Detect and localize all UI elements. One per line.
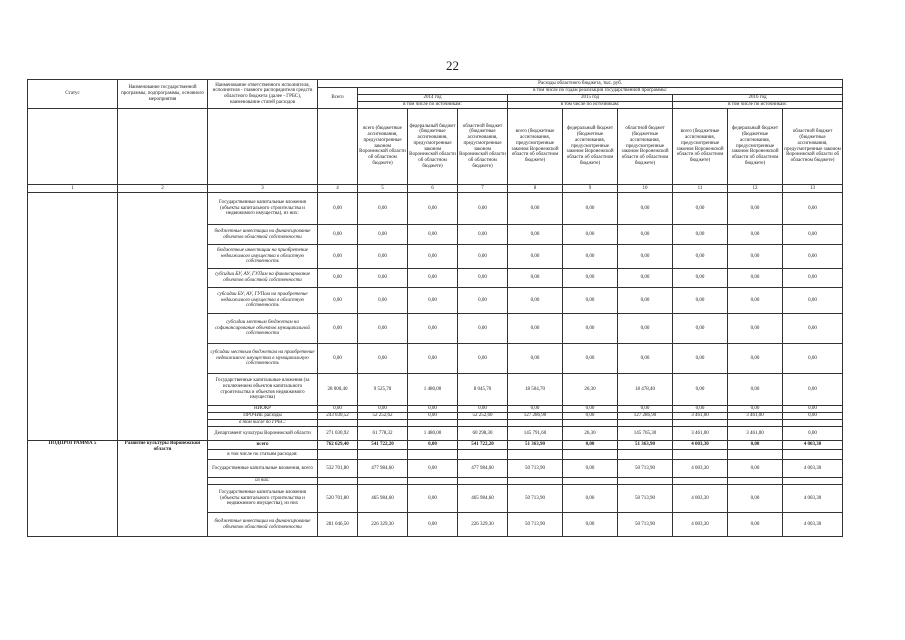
header-blank-2 xyxy=(118,109,208,185)
header-sources-2014: в том числе по источникам: xyxy=(358,102,508,109)
header-year-2016: 2016 год xyxy=(673,95,843,102)
value-cell: 477 984,60 xyxy=(358,460,408,478)
value-cell: 0,00 xyxy=(408,485,458,513)
value-cell: 0,00 xyxy=(408,225,458,245)
value-cell: 4 003,30 xyxy=(673,513,728,537)
value-cell: 0,00 xyxy=(728,288,783,314)
row-label: субсидии местным бюджетам на приобретение недвижимого имущества в муниципальную собственность xyxy=(208,344,318,374)
value-cell: 50 713,90 xyxy=(508,485,563,513)
row-label: в том числе по статьям расходов: xyxy=(208,450,318,460)
value-cell: 465 984,60 xyxy=(358,485,408,513)
value-cell: 0,00 xyxy=(358,314,408,344)
value-cell: 0,00 xyxy=(783,193,843,225)
header-executor: Наименование ответственного исполнителя, исполнителя - главного распорядителя средств областного бюджета (далее - ГРБС), наименование статей расходов xyxy=(208,80,318,109)
table-row xyxy=(28,193,843,225)
value-cell: 0,00 xyxy=(563,225,618,245)
value-cell: 0,00 xyxy=(618,245,673,269)
value-cell: 0,00 xyxy=(508,225,563,245)
value-cell: 0,00 xyxy=(783,344,843,374)
column-number: 13 xyxy=(783,185,843,193)
value-cell: 0,00 xyxy=(728,193,783,225)
header-expenses: Расходы областного бюджета, тыс. руб. xyxy=(318,80,843,88)
value-cell: 226 329,30 xyxy=(458,513,508,537)
value-cell: 0,00 xyxy=(318,245,358,269)
value-cell xyxy=(783,420,843,427)
header-sources-2016: в том числе по источникам: xyxy=(673,102,843,109)
row-label: Департамент культуры Воронежской области xyxy=(208,427,318,441)
value-cell: 8 045,70 xyxy=(458,374,508,406)
value-cell: 0,00 xyxy=(618,314,673,344)
value-cell: 0,00 xyxy=(728,406,783,413)
value-cell: 0,00 xyxy=(563,245,618,269)
value-cell: 0,00 xyxy=(673,406,728,413)
value-cell: 0,00 xyxy=(783,288,843,314)
value-cell: 50 713,90 xyxy=(618,460,673,478)
value-cell: 465 984,60 xyxy=(458,485,508,513)
value-cell: 0,00 xyxy=(673,225,728,245)
value-cell: 0,00 xyxy=(728,269,783,288)
value-cell: 0,00 xyxy=(783,406,843,413)
value-cell: 0,00 xyxy=(508,269,563,288)
value-cell xyxy=(673,450,728,460)
value-cell xyxy=(618,420,673,427)
column-number: 12 xyxy=(728,185,783,193)
header-col-total: всего (бюджетные ассигнования, предусмотренные законом Воронежской области об областном бюджете) xyxy=(508,109,563,185)
value-cell: 0,00 xyxy=(563,513,618,537)
value-cell xyxy=(728,450,783,460)
value-cell: 4 003,30 xyxy=(673,460,728,478)
value-cell: 26,30 xyxy=(563,374,618,406)
value-cell: 0,00 xyxy=(408,314,458,344)
value-cell: 9 525,70 xyxy=(358,374,408,406)
value-cell: 271 030,92 xyxy=(318,427,358,441)
value-cell xyxy=(783,450,843,460)
value-cell: 0,00 xyxy=(508,288,563,314)
value-cell: 0,00 xyxy=(508,406,563,413)
row-label: Государственные капитальные вложения (объекты капитального строительства и недвижимого имущества), из них xyxy=(208,485,318,513)
value-cell: 0,00 xyxy=(408,288,458,314)
value-cell: 127 286,90 xyxy=(508,413,563,420)
value-cell: 0,00 xyxy=(783,314,843,344)
value-cell: 0,00 xyxy=(358,269,408,288)
value-cell: 520 701,80 xyxy=(318,485,358,513)
header-col-federal: федеральный бюджет (бюджетные ассигнования, предусмотренные законом Воронежской области об областном бюджете) xyxy=(408,109,458,185)
value-cell: 541 722,20 xyxy=(458,441,508,450)
value-cell: 127 286,90 xyxy=(618,413,673,420)
row-label: бюджетные инвестиции на приобретение недвижимого имущества в областную собственность xyxy=(208,245,318,269)
value-cell: 0,00 xyxy=(408,441,458,450)
value-cell xyxy=(563,420,618,427)
value-cell: 0,00 xyxy=(458,314,508,344)
value-cell: 0,00 xyxy=(728,485,783,513)
value-cell: 0,00 xyxy=(618,344,673,374)
value-cell: 1 480,00 xyxy=(408,427,458,441)
row-label: ПРОЧИЕ расходы xyxy=(208,413,318,420)
value-cell: 0,00 xyxy=(458,225,508,245)
value-cell: 0,00 xyxy=(783,245,843,269)
table-body xyxy=(28,80,843,537)
value-cell: 1 480,00 xyxy=(408,374,458,406)
value-cell: 0,00 xyxy=(563,485,618,513)
value-cell: 0,00 xyxy=(318,288,358,314)
value-cell: 61 778,32 xyxy=(358,427,408,441)
value-cell: 0,00 xyxy=(408,245,458,269)
value-cell: 4 003,30 xyxy=(783,513,843,537)
value-cell: 0,00 xyxy=(728,245,783,269)
value-cell xyxy=(618,478,673,485)
value-cell: 0,00 xyxy=(358,406,408,413)
value-cell xyxy=(408,478,458,485)
value-cell: 0,00 xyxy=(618,269,673,288)
column-number: 11 xyxy=(673,185,728,193)
value-cell: 28 000,40 xyxy=(318,374,358,406)
row-label: Государственные капитальные вложения (объекты капитального строительства и недвижимого имущества), из них: xyxy=(208,193,318,225)
row-label: Государственные капитальные вложения (за исключением объектов капитального строительства и объектов недвижимого имущества) xyxy=(208,374,318,406)
value-cell: 18 478,40 xyxy=(618,374,673,406)
header-blank-3 xyxy=(208,109,318,185)
value-cell: 0,00 xyxy=(318,269,358,288)
value-cell: 145 765,30 xyxy=(618,427,673,441)
header-col-regional: областной бюджет (бюджетные ассигнования, предусмотренные законом Воронежской области об областном бюджете) xyxy=(783,109,843,185)
value-cell xyxy=(508,450,563,460)
subprogram-name: Развитие культуры Воронежской области xyxy=(118,441,208,537)
value-cell: 0,00 xyxy=(673,288,728,314)
value-cell xyxy=(673,478,728,485)
value-cell xyxy=(618,450,673,460)
value-cell: 52 252,62 xyxy=(358,413,408,420)
value-cell: 60 298,30 xyxy=(458,427,508,441)
header-col-regional: областной бюджет (бюджетные ассигнования, предусмотренные законом Воронежской области об областном бюджете) xyxy=(458,109,508,185)
value-cell: 145 791,60 xyxy=(508,427,563,441)
header-col-federal: федеральный бюджет (бюджетные ассигнования, предусмотренные законом Воронежской области об областном бюджете) xyxy=(728,109,783,185)
value-cell: 0,00 xyxy=(408,193,458,225)
value-cell: 0,00 xyxy=(728,225,783,245)
value-cell: 0,00 xyxy=(783,225,843,245)
value-cell xyxy=(563,450,618,460)
header-status: Статус xyxy=(28,80,118,109)
value-cell: 51 363,90 xyxy=(618,441,673,450)
column-number: 10 xyxy=(618,185,673,193)
header-total: Всего xyxy=(318,88,358,109)
value-cell xyxy=(728,478,783,485)
value-cell: 3 461,00 xyxy=(673,427,728,441)
value-cell xyxy=(673,420,728,427)
column-number: 6 xyxy=(408,185,458,193)
header-blank-1 xyxy=(28,109,118,185)
value-cell: 0,00 xyxy=(783,427,843,441)
value-cell: 3 461,00 xyxy=(673,413,728,420)
row-label: Государственные капитальные вложения, всего xyxy=(208,460,318,478)
value-cell: 3 461,00 xyxy=(728,427,783,441)
program-cell xyxy=(118,193,208,441)
value-cell: 0,00 xyxy=(408,460,458,478)
value-cell: 0,00 xyxy=(508,245,563,269)
value-cell: 541 722,20 xyxy=(358,441,408,450)
table-row xyxy=(28,441,843,450)
value-cell xyxy=(458,478,508,485)
value-cell xyxy=(458,450,508,460)
value-cell: 50 713,90 xyxy=(508,460,563,478)
value-cell xyxy=(358,478,408,485)
value-cell: 0,00 xyxy=(673,269,728,288)
value-cell: 0,00 xyxy=(563,406,618,413)
value-cell: 3 461,00 xyxy=(728,413,783,420)
value-cell: 0,00 xyxy=(563,314,618,344)
value-cell: 0,00 xyxy=(458,406,508,413)
subprogram-status: ПОДПРОГРАММА 5 xyxy=(28,441,118,537)
value-cell: 243 030,52 xyxy=(318,413,358,420)
value-cell: 26,30 xyxy=(563,427,618,441)
value-cell: 0,00 xyxy=(508,344,563,374)
value-cell xyxy=(358,420,408,427)
page-number: 22 xyxy=(446,58,459,73)
value-cell: 0,00 xyxy=(563,344,618,374)
value-cell: 0,00 xyxy=(458,344,508,374)
column-number: 7 xyxy=(458,185,508,193)
value-cell: 0,00 xyxy=(318,225,358,245)
column-number-row xyxy=(28,185,843,193)
header-program: Наименование государственной программы, подпрограммы, основного мероприятия xyxy=(118,80,208,109)
value-cell: 0,00 xyxy=(358,288,408,314)
row-label: из них: xyxy=(208,478,318,485)
value-cell xyxy=(563,478,618,485)
header-col-regional: областной бюджет (бюджетные ассигнования, предусмотренные законом Воронежской области об областном бюджете) xyxy=(618,109,673,185)
value-cell: 4 003,30 xyxy=(673,441,728,450)
row-label: НИОКР xyxy=(208,406,318,413)
row-label: всего xyxy=(208,441,318,450)
value-cell: 50 713,90 xyxy=(618,513,673,537)
value-cell: 0,00 xyxy=(783,374,843,406)
budget-table xyxy=(27,79,843,537)
value-cell: 0,00 xyxy=(358,225,408,245)
column-number: 1 xyxy=(28,185,118,193)
value-cell: 4 003,30 xyxy=(673,485,728,513)
value-cell: 0,00 xyxy=(618,193,673,225)
value-cell: 0,00 xyxy=(728,460,783,478)
header-col-total: всего (бюджетные ассигнования, предусмотренные законом Воронежской области об областном бюджете) xyxy=(358,109,408,185)
value-cell: 0,00 xyxy=(728,314,783,344)
header-year-2015: 2015 год xyxy=(508,95,673,102)
row-label: бюджетные инвестиции на финансирование объектов областной собственности xyxy=(208,513,318,537)
header-sources-2015: в том числе по источникам: xyxy=(508,102,673,109)
value-cell: 0,00 xyxy=(458,245,508,269)
value-cell: 0,00 xyxy=(618,225,673,245)
value-cell: 0,00 xyxy=(618,406,673,413)
value-cell: 0,00 xyxy=(318,406,358,413)
row-label: субсидии местным бюджетам на софинансирование объектов муниципальной собственности xyxy=(208,314,318,344)
value-cell xyxy=(508,420,563,427)
value-cell: 18 504,70 xyxy=(508,374,563,406)
value-cell: 0,00 xyxy=(563,269,618,288)
row-label: субсидии БУ, АУ, ГУПам на приобретение недвижимого имущества в областную собственность xyxy=(208,288,318,314)
value-cell: 0,00 xyxy=(783,413,843,420)
status-cell xyxy=(28,193,118,441)
header-year-2014: 2014 год xyxy=(358,95,508,102)
value-cell xyxy=(408,450,458,460)
value-cell: 51 363,90 xyxy=(508,441,563,450)
value-cell: 0,00 xyxy=(783,269,843,288)
value-cell: 477 984,60 xyxy=(458,460,508,478)
value-cell: 226 329,30 xyxy=(358,513,408,537)
value-cell: 4 003,30 xyxy=(783,485,843,513)
header-col-total: всего (бюджетные ассигнования, предусмотренные законом Воронежской области об областном бюджете) xyxy=(673,109,728,185)
value-cell: 0,00 xyxy=(563,441,618,450)
value-cell xyxy=(458,420,508,427)
value-cell: 0,00 xyxy=(358,193,408,225)
value-cell: 0,00 xyxy=(408,513,458,537)
value-cell: 0,00 xyxy=(728,344,783,374)
value-cell: 0,00 xyxy=(508,193,563,225)
value-cell: 281 046,50 xyxy=(318,513,358,537)
value-cell: 0,00 xyxy=(673,245,728,269)
column-number: 2 xyxy=(118,185,208,193)
value-cell: 0,00 xyxy=(563,460,618,478)
header-by-years: в том числе по годам реализации государственной программы: xyxy=(358,88,843,95)
value-cell: 0,00 xyxy=(563,288,618,314)
value-cell: 4 003,30 xyxy=(783,460,843,478)
column-number: 8 xyxy=(508,185,563,193)
value-cell: 0,00 xyxy=(408,413,458,420)
value-cell: 532 701,80 xyxy=(318,460,358,478)
value-cell: 0,00 xyxy=(408,406,458,413)
value-cell: 0,00 xyxy=(318,314,358,344)
value-cell: 50 713,90 xyxy=(508,513,563,537)
value-cell: 0,00 xyxy=(673,193,728,225)
value-cell: 0,00 xyxy=(673,374,728,406)
value-cell: 0,00 xyxy=(458,193,508,225)
column-number: 4 xyxy=(318,185,358,193)
value-cell: 0,00 xyxy=(508,314,563,344)
row-label: в том числе по ГРБС: xyxy=(208,420,318,427)
value-cell: 0,00 xyxy=(408,344,458,374)
value-cell: 0,00 xyxy=(408,269,458,288)
value-cell: 0,00 xyxy=(563,193,618,225)
value-cell xyxy=(728,420,783,427)
value-cell: 0,00 xyxy=(673,314,728,344)
value-cell: 0,00 xyxy=(358,245,408,269)
value-cell: 0,00 xyxy=(358,344,408,374)
value-cell: 0,00 xyxy=(318,344,358,374)
value-cell: 4 003,30 xyxy=(783,441,843,450)
column-number: 3 xyxy=(208,185,318,193)
header-blank-4 xyxy=(318,109,358,185)
value-cell: 52 252,60 xyxy=(458,413,508,420)
value-cell xyxy=(408,420,458,427)
column-number: 5 xyxy=(358,185,408,193)
value-cell xyxy=(318,478,358,485)
value-cell xyxy=(358,450,408,460)
value-cell: 0,00 xyxy=(728,513,783,537)
value-cell xyxy=(318,450,358,460)
row-label: субсидии БУ, АУ, ГУПам на финансирование объектов областной собственности xyxy=(208,269,318,288)
value-cell xyxy=(508,478,563,485)
value-cell: 0,00 xyxy=(318,193,358,225)
value-cell xyxy=(318,420,358,427)
header-col-federal: федеральный бюджет (бюджетные ассигнования, предусмотренные законом Воронежской области об областном бюджете) xyxy=(563,109,618,185)
value-cell: 0,00 xyxy=(728,441,783,450)
value-cell: 0,00 xyxy=(673,344,728,374)
value-cell: 0,00 xyxy=(618,288,673,314)
row-label: бюджетные инвестиции на финансирование объектов областной собственности xyxy=(208,225,318,245)
value-cell xyxy=(783,478,843,485)
value-cell: 762 629,40 xyxy=(318,441,358,450)
value-cell: 0,00 xyxy=(563,413,618,420)
value-cell: 50 713,90 xyxy=(618,485,673,513)
value-cell: 0,00 xyxy=(728,374,783,406)
column-number: 9 xyxy=(563,185,618,193)
value-cell: 0,00 xyxy=(458,288,508,314)
value-cell: 0,00 xyxy=(458,269,508,288)
